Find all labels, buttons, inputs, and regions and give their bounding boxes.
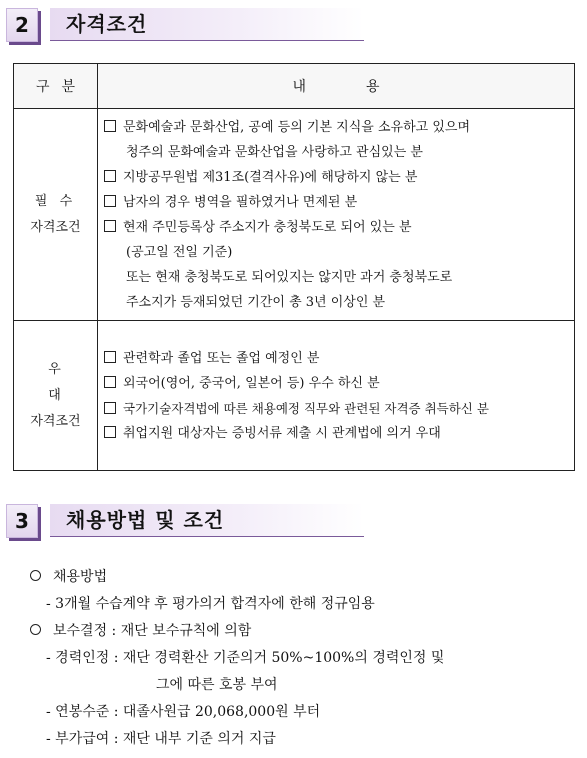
qualification-table (13, 63, 575, 471)
section-3-header (6, 504, 366, 538)
header-category: 구분 (14, 64, 98, 109)
circle-bullet-icon (30, 624, 41, 635)
list-item: 취업지원 대상자는 증빙서류 제출 시 관계법에 의거 우대 (104, 421, 574, 446)
checkbox-square-icon (104, 170, 116, 182)
list-item: 지방공무원법 제31조(결격사유)에 해당하지 않는 분 (104, 165, 574, 190)
content-cell (98, 321, 575, 471)
table-row (14, 109, 575, 321)
section-number: 3 (6, 504, 38, 538)
list-item: - 연봉수준 : 대졸사원급 20,068,000원 부터 (46, 704, 321, 720)
list-item: - 경력인정 : 재단 경력환산 기준의거 50%~100%의 경력인정 및 (46, 650, 445, 666)
section-number: 2 (6, 8, 38, 42)
list-item: - 3개월 수습계약 후 평가의거 합격자에 한해 정규임용 (46, 596, 375, 612)
section-2-header (6, 8, 366, 42)
checkbox-square-icon (104, 426, 116, 438)
list-item: (공고일 전일 기준) (126, 244, 233, 260)
checkbox-square-icon (104, 402, 116, 414)
section-title-box (50, 8, 364, 41)
section-title: 자격조건 (66, 12, 148, 36)
list-item: 주소지가 등재되었던 기간이 총 3년 이상인 분 (126, 294, 386, 310)
list-item: 청주의 문화예술과 문화산업을 사랑하고 관심있는 분 (126, 144, 423, 160)
checkbox-square-icon (104, 351, 116, 363)
section-3-body (30, 564, 444, 753)
section-title-box (50, 504, 364, 537)
list-item: 외국어(영어, 중국어, 일본어 등) 우수 하신 분 (104, 371, 574, 396)
list-item: 또는 현재 충청북도로 되어있지는 않지만 과거 충청북도로 (126, 269, 453, 285)
header-content: 내용 (98, 64, 575, 109)
table-row (14, 321, 575, 471)
checkbox-square-icon (104, 120, 116, 132)
list-item: 남자의 경우 병역을 필하였거나 면제된 분 (104, 190, 574, 215)
category-label: 필 수 (34, 193, 77, 209)
category-label: 우 대 (48, 361, 75, 403)
category-cell (14, 321, 98, 471)
category-label: 자격조건 (30, 413, 81, 429)
list-item: 문화예술과 문화산업, 공예 등의 기본 지식을 소유하고 있으며 (104, 115, 574, 140)
circle-bullet-icon (30, 570, 41, 581)
list-item: 관련학과 졸업 또는 졸업 예정인 분 (104, 346, 574, 371)
list-item: - 부가급여 : 재단 내부 기준 의거 지급 (46, 731, 276, 747)
checkbox-square-icon (104, 220, 116, 232)
content-cell (98, 109, 575, 321)
category-cell (14, 109, 98, 321)
category-label: 자격조건 (30, 219, 81, 235)
table-header-row (14, 64, 575, 109)
checkbox-square-icon (104, 195, 116, 207)
checkbox-square-icon (104, 376, 116, 388)
list-item: 그에 따른 호봉 부여 (156, 677, 278, 693)
list-item: 보수결정 : 재단 보수규칙에 의함 (30, 618, 444, 645)
list-item: 현재 주민등록상 주소지가 충청북도로 되어 있는 분 (104, 215, 574, 240)
list-item: 채용방법 (30, 564, 444, 591)
section-title: 채용방법 및 조건 (66, 508, 225, 532)
list-item: 국가기술자격법에 따른 채용예정 직무와 관련된 자격증 취득하신 분 (104, 396, 574, 421)
